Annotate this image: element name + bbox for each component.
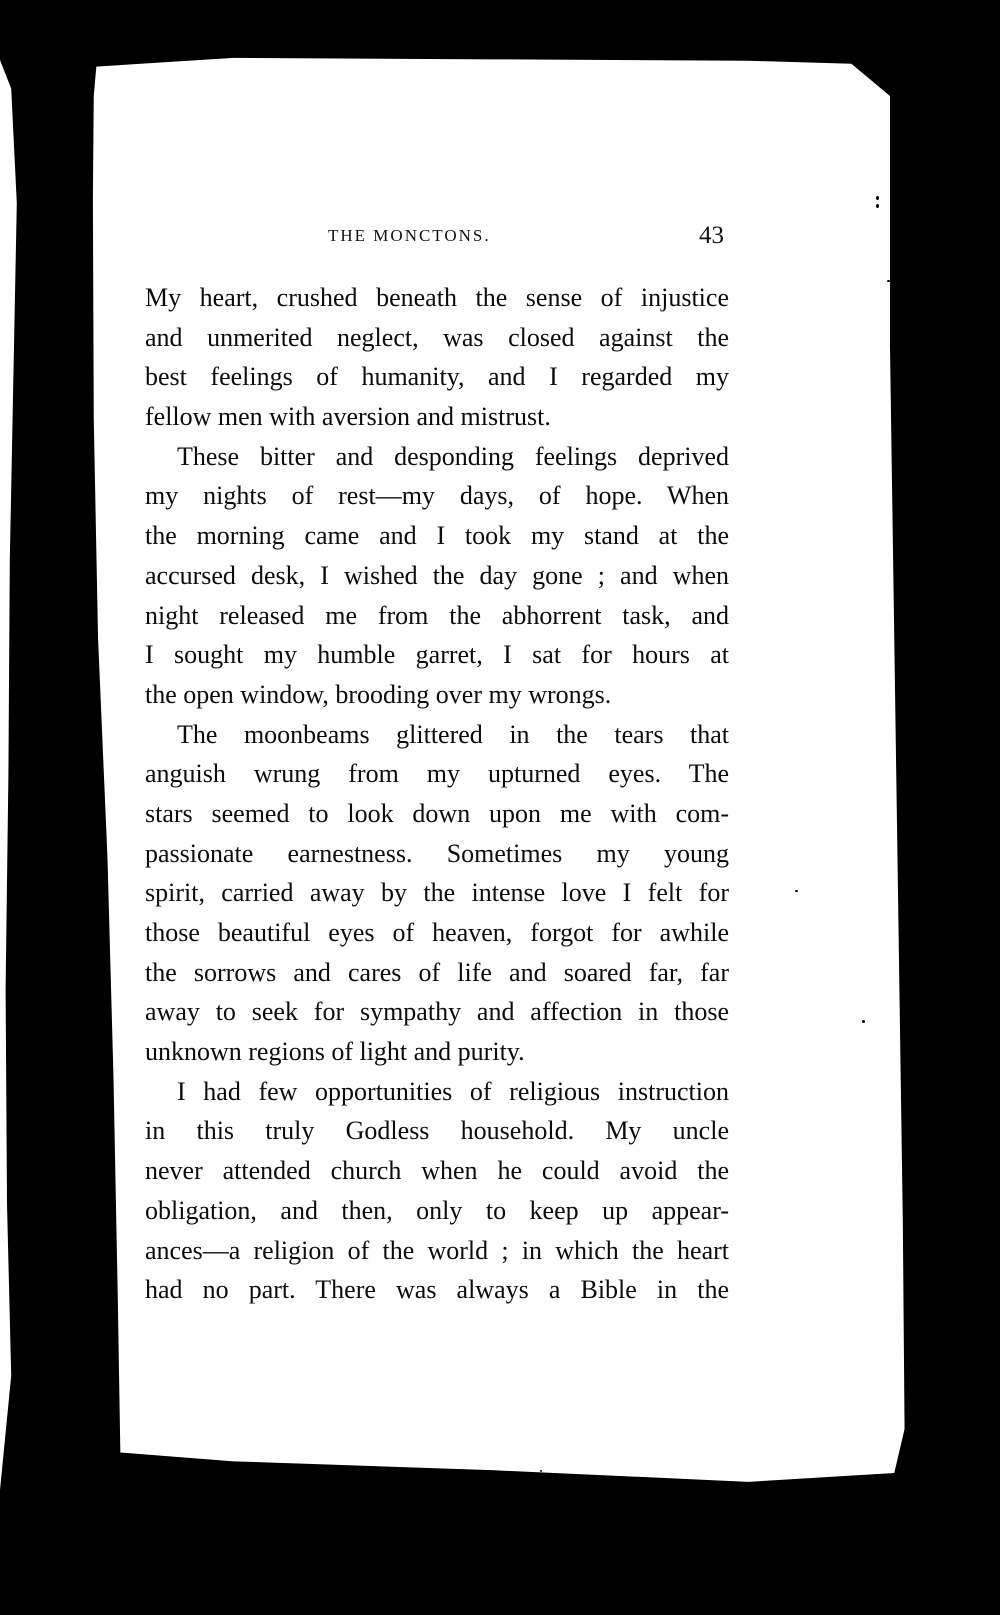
text-line: and unmerited neglect, was closed against the	[145, 322, 729, 352]
text-line: passionate earnestness. Sometimes my young	[145, 838, 729, 868]
running-title: THE MONCTONS.	[328, 226, 491, 245]
text-line: the sorrows and cares of life and soared far, far	[145, 957, 729, 987]
text-line: my nights of rest—my days, of hope. When	[145, 481, 729, 511]
text-line: anguish wrung from my upturned eyes. The	[145, 759, 729, 789]
paragraph	[145, 278, 729, 437]
adjacent-page-edge	[0, 60, 28, 1490]
text-line: never attended church when he could avoid the	[145, 1156, 729, 1186]
text-line: in this truly Godless household. My uncle	[145, 1116, 729, 1146]
paragraph	[145, 437, 729, 715]
text-line: spirit, carried away by the intense love I felt for	[145, 878, 729, 908]
text-line: those beautiful eyes of heaven, forgot for awhile	[145, 918, 729, 947]
text-line: best feelings of humanity, and I regarded my	[145, 362, 729, 392]
text-line: the open window, brooding over my wrongs.	[145, 679, 612, 709]
text-line: I had few opportunities of religious instruction	[177, 1076, 729, 1106]
text-line: the morning came and I took my stand at the	[145, 521, 729, 551]
text-line: These bitter and desponding feelings deprived	[177, 441, 729, 471]
text-line: stars seemed to look down upon me with com-	[145, 798, 729, 828]
text-line: The moonbeams glittered in the tears that	[177, 719, 729, 749]
text-line: I sought my humble garret, I sat for hours at	[145, 640, 729, 670]
text-line: accursed desk, I wished the day gone ; and when	[145, 560, 729, 590]
text-line: My heart, crushed beneath the sense of injustice	[145, 283, 729, 312]
text-line: unknown regions of light and purity.	[145, 1037, 525, 1067]
text-line: away to seek for sympathy and affection in those	[145, 997, 729, 1027]
text-line: had no part. There was always a Bible in the	[145, 1275, 729, 1305]
page-number: 43	[699, 222, 724, 249]
text-line: obligation, and then, only to keep up appear-	[145, 1195, 729, 1225]
text-line: fellow men with aversion and mistrust.	[145, 402, 551, 432]
running-header	[146, 222, 728, 254]
text-line: ances—a religion of the world ; in which the heart	[145, 1235, 729, 1265]
body-text	[145, 278, 729, 1310]
paragraph	[145, 715, 729, 1072]
text-line: night released me from the abhorrent task, and	[145, 600, 729, 630]
paragraph	[145, 1072, 729, 1310]
